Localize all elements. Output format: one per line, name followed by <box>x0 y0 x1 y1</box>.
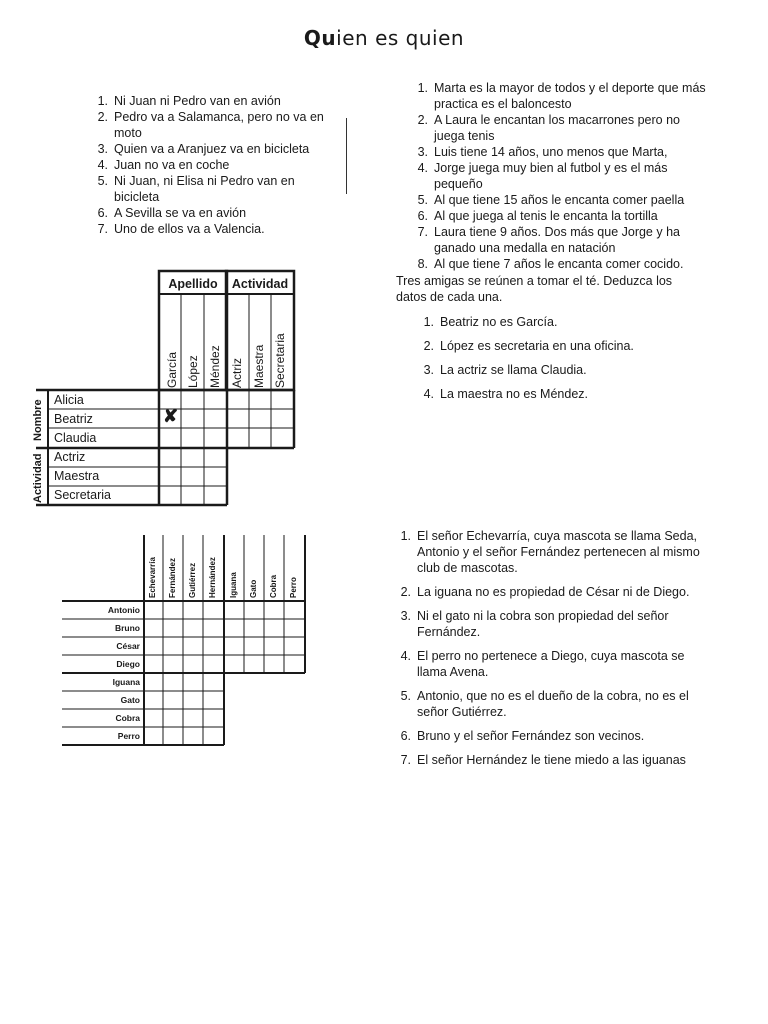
row-label: Claudia <box>54 431 97 445</box>
row-label: Iguana <box>112 677 140 687</box>
list-item: 5. Al que tiene 15 años le encanta comer paella <box>417 193 685 207</box>
row-label: César <box>116 641 140 651</box>
col-label: Perro <box>289 577 298 598</box>
col-label: López <box>186 355 200 388</box>
list-item: 2. López es secretaria en una oficina. <box>423 339 634 353</box>
col-label: Méndez <box>208 345 222 388</box>
col-label: García <box>165 351 179 388</box>
row-label: Maestra <box>54 469 100 483</box>
list-item: 2. A Laura le encantan los macarrones pero no juega tenis <box>417 113 680 143</box>
pets-clue-list <box>393 528 703 776</box>
list-item: 4. Jorge juega muy bien al futbol y es el más pequeño <box>417 161 668 191</box>
list-item: 1. Marta es la mayor de todos y el deporte que más practica es el baloncesto <box>417 81 706 111</box>
group-label-activity: Actividad <box>32 453 44 503</box>
list-item: 6. A Sevilla se va en avión <box>97 206 247 220</box>
group-label-name: Nombre <box>32 399 44 441</box>
row-label: Secretaria <box>54 488 111 502</box>
row-label: Beatriz <box>54 412 93 426</box>
list-item: 1. Beatriz no es García. <box>423 315 558 329</box>
list-item: 3. Quien va a Aranjuez va en bicicleta <box>97 142 310 156</box>
header-activity: Actividad <box>231 277 289 291</box>
list-item: 4. Juan no va en coche <box>97 158 230 172</box>
row-label: Gato <box>120 695 140 705</box>
pets-grid-lines <box>0 0 320 760</box>
col-label: Gutiérrez <box>188 562 197 598</box>
list-item: 7. Laura tiene 9 años. Dos más que Jorge y ha ganado una medalla en natación <box>417 225 680 255</box>
list-item: 2. Pedro va a Salamanca, pero no va en moto <box>97 110 324 140</box>
col-label: Maestra <box>252 344 266 388</box>
friends-intro: Tres amigas se reúnen a tomar el té. Deduzca los datos de cada una. <box>396 274 673 304</box>
list-item: 1. Ni Juan ni Pedro van en avión <box>97 94 281 108</box>
row-label: Actriz <box>54 450 86 464</box>
list-item: 3. Luis tiene 14 años, uno menos que Marta, <box>417 145 668 159</box>
col-label: Iguana <box>229 572 238 598</box>
page-title-rest: ien es quien <box>336 26 465 50</box>
col-label: Actriz <box>230 358 244 388</box>
row-label: Bruno <box>114 623 140 633</box>
col-label: Gato <box>249 579 258 598</box>
list-item: 6. Al que juega al tenis le encanta la tortilla <box>417 209 658 223</box>
header-surname: Apellido <box>168 277 218 291</box>
list-item: 7. Uno de ellos va a Valencia. <box>97 222 265 236</box>
list-item: 7. El señor Hernández le tiene miedo a las iguanas <box>400 753 686 767</box>
col-label: Hernández <box>208 557 217 598</box>
list-item: 8. Al que tiene 7 años le encanta comer cocido. <box>417 257 684 271</box>
col-label: Echevarría <box>148 557 157 598</box>
grid-mark: ✘ <box>163 406 179 426</box>
list-item: 1. El señor Echevarría, cuya mascota se llama Seda, Antonio y el señor Fernández pertenecen al mismo club de mascotas. <box>400 529 700 575</box>
list-item: 3. La actriz se llama Claudia. <box>423 363 587 377</box>
list-item: 6. Bruno y el señor Fernández son vecinos. <box>400 729 645 743</box>
list-item: 2. La iguana no es propiedad de César ni de Diego. <box>400 585 690 599</box>
row-label: Perro <box>117 731 140 741</box>
list-item: 5. Ni Juan, ni Elisa ni Pedro van en bicicleta <box>97 174 295 204</box>
list-item: 3. Ni el gato ni la cobra son propiedad del señor Fernández. <box>400 609 669 639</box>
row-label: Alicia <box>54 393 84 407</box>
row-label: Diego <box>116 659 140 669</box>
col-label: Fernández <box>168 557 177 598</box>
list-item: 5. Antonio, que no es el dueño de la cobra, no es el señor Gutiérrez. <box>400 689 689 719</box>
list-item: 4. El perro no pertenece a Diego, cuya mascota se llama Avena. <box>400 649 685 679</box>
list-item: 4. La maestra no es Méndez. <box>423 387 588 401</box>
col-label: Cobra <box>269 574 278 598</box>
row-label: Cobra <box>115 713 140 723</box>
row-label: Antonio <box>107 605 140 615</box>
page-title-bold: Qu <box>303 26 337 50</box>
col-label: Secretaria <box>273 333 287 388</box>
